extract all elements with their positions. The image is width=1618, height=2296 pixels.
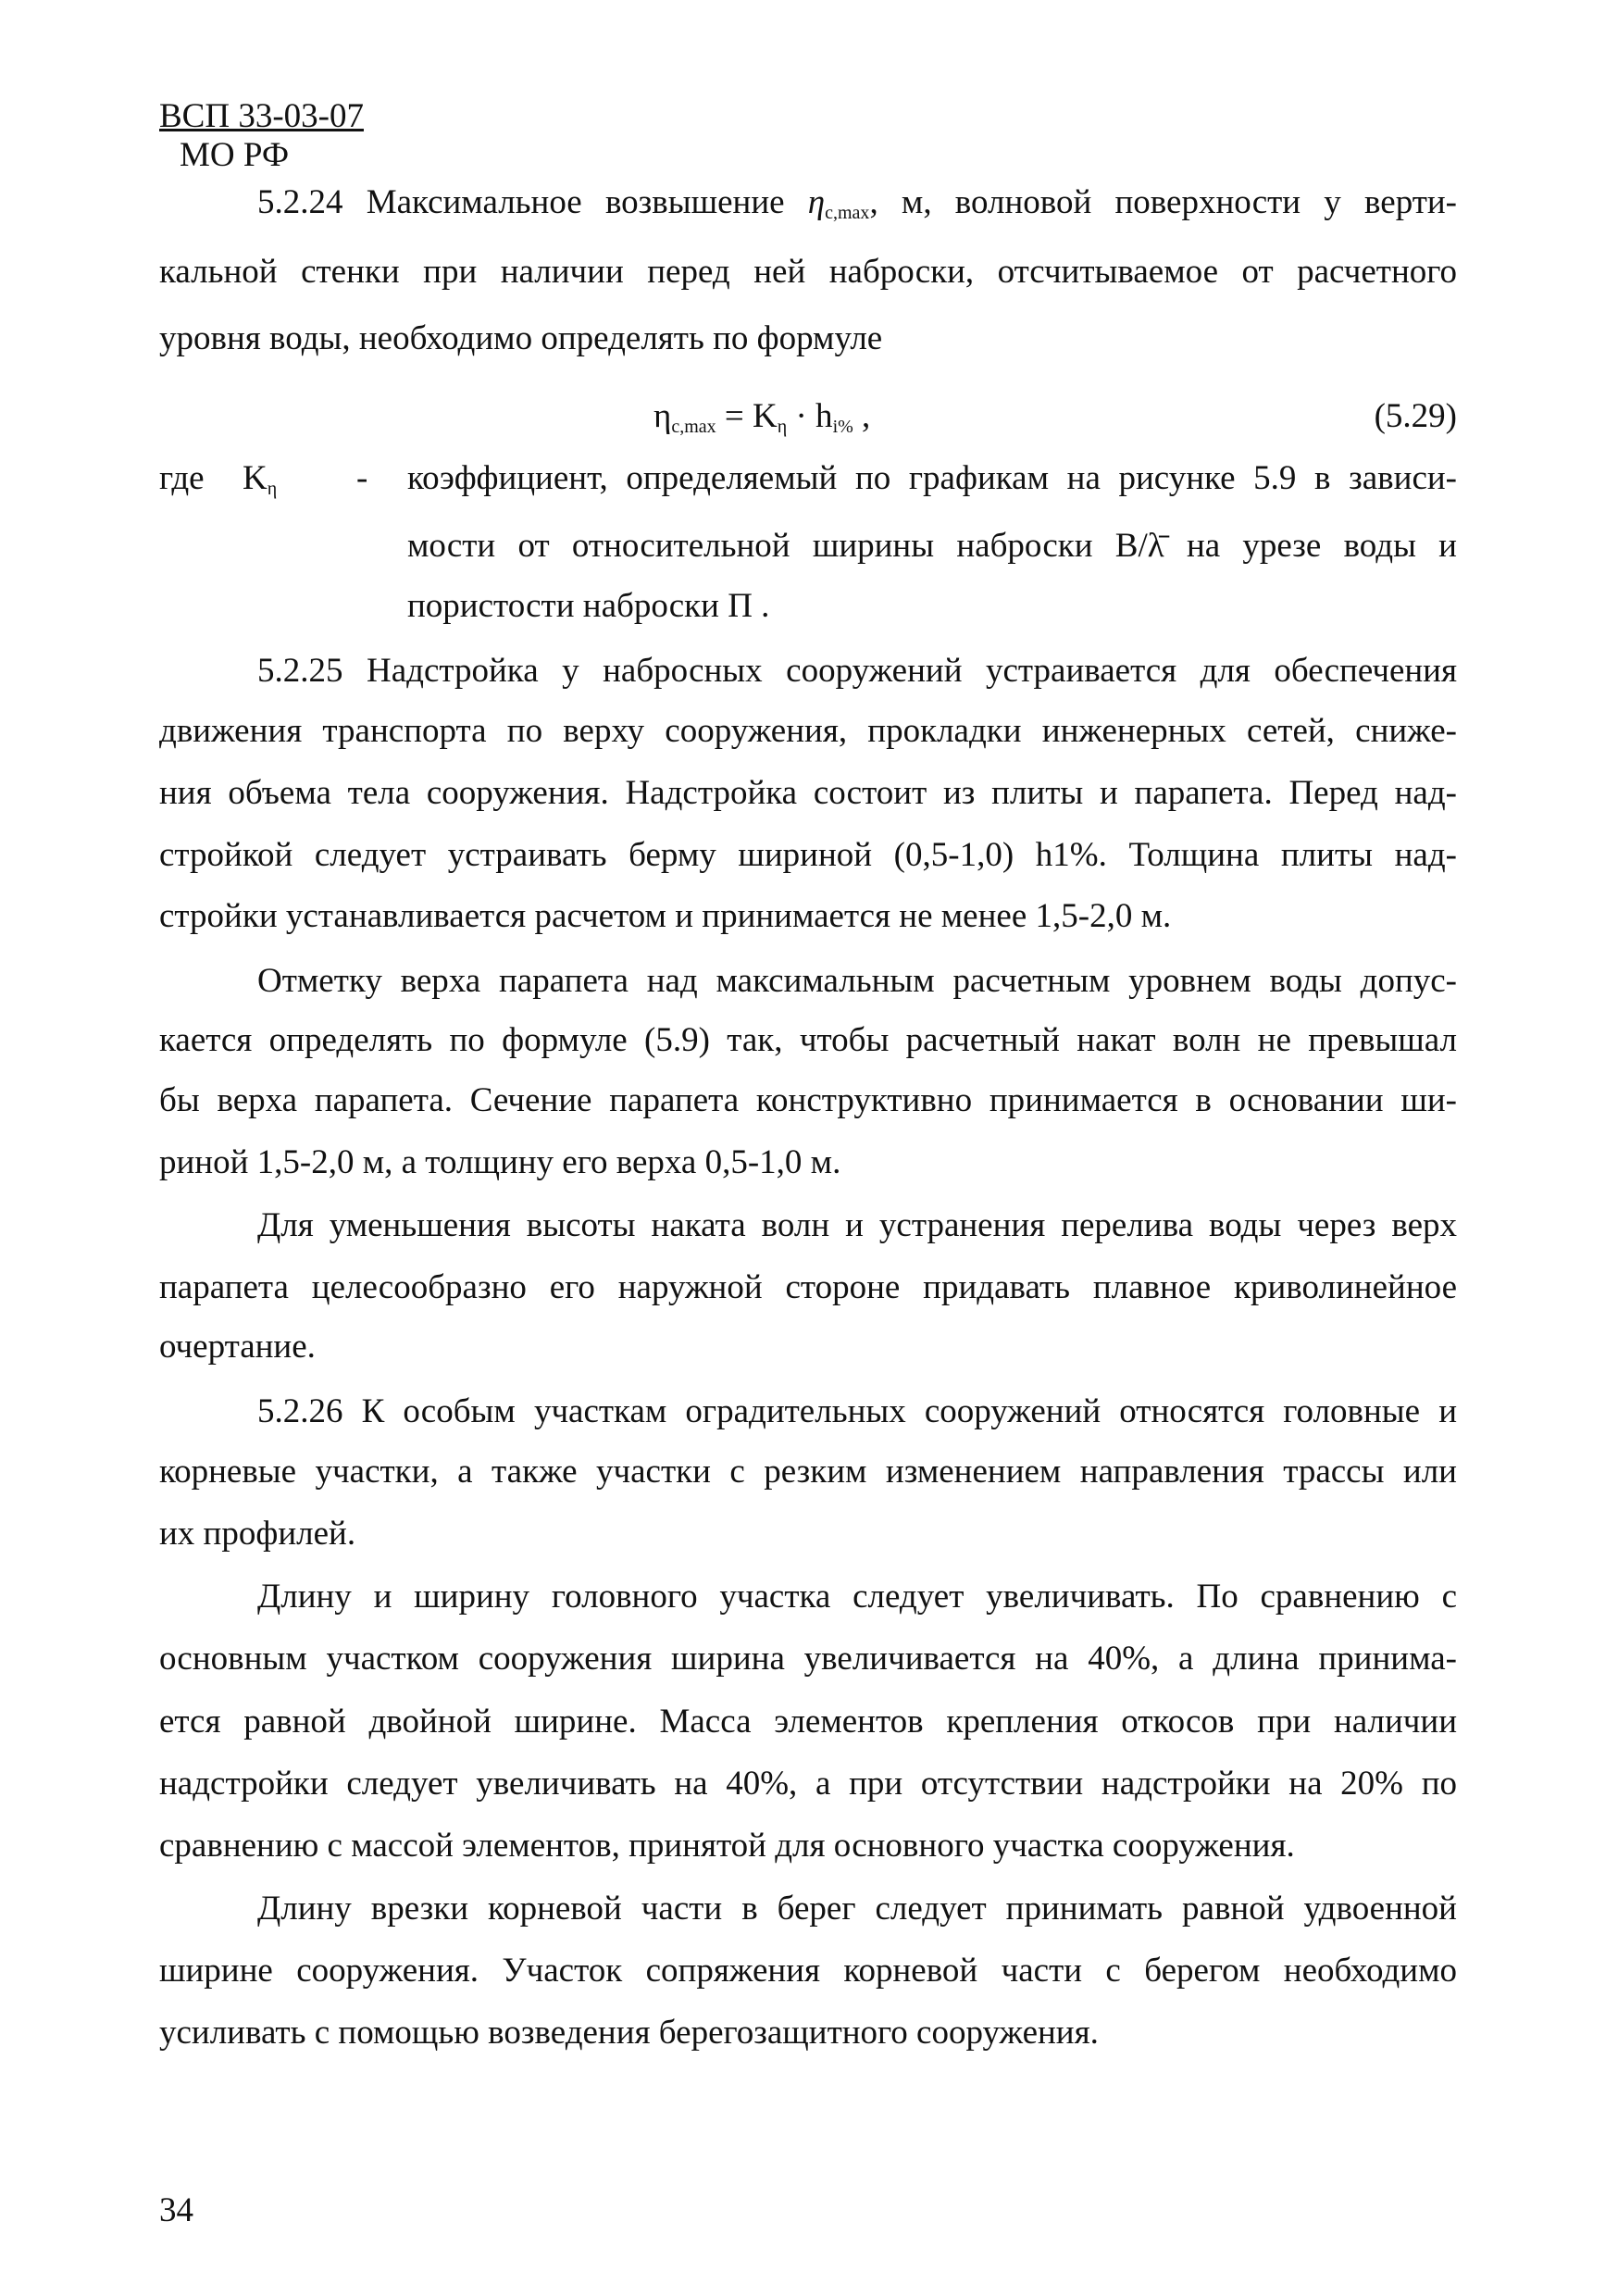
where-line3: пористости наброски П . <box>407 587 770 625</box>
paragraph-line: Длину и ширину головного участка следует увеличивать. По сравнению с <box>257 1578 1457 1616</box>
paragraph-line: Длину врезки корневой части в берег следует принимать равной удвоенной <box>257 1890 1457 1928</box>
paragraph-line: стройкой следует устраивать берму шириной (0,5-1,0) h1%. Толщина плиты над- <box>159 836 1457 874</box>
paragraph-line: движения транспорта по верху сооружения, прокладки инженерных сетей, сниже- <box>159 712 1457 750</box>
formula-5-29: $\eta_{c,max} = K_\eta \cdot h_{i\%}$ , <box>653 397 871 437</box>
paragraph-line: бы верха парапета. Сечение парапета конструктивно принимается в основании ши- <box>159 1081 1457 1119</box>
p1-line1: 5.2.24 Максимальное возвышение $\eta_{c,max}$, м, волновой поверхности у верти- <box>257 183 1457 223</box>
page-number: 34 <box>159 2191 193 2229</box>
paragraph-line: ется равной двойной ширине. Масса элементов крепления откосов при наличии <box>159 1703 1457 1741</box>
paragraph-line: 5.2.26 К особым участкам оградительных сооружений относятся головные и <box>257 1392 1457 1430</box>
p1-line3: уровня воды, необходимо определять по формуле <box>159 319 883 357</box>
paragraph-line: 5.2.25 Надстройка у набросных сооружений устраивается для обеспечения <box>257 652 1457 690</box>
paragraph-line: ширине сооружения. Участок сопряжения корневой части с берегом необходимо <box>159 1952 1457 1990</box>
paragraph-line: Для уменьшения высоты наката волн и устранения перелива воды через верх <box>257 1206 1457 1244</box>
paragraph-line: усиливать с помощью возведения берегозащитного сооружения. <box>159 2014 1099 2052</box>
paragraph-line: парапета целесообразно его наружной стороне придавать плавное криволинейное <box>159 1268 1457 1306</box>
paragraph-line: сравнению с массой элементов, принятой для основного участка сооружения. <box>159 1827 1295 1865</box>
paragraph-line: надстройки следует увеличивать на 40%, а при отсутствии надстройки на 20% по <box>159 1765 1457 1803</box>
paragraph-line: корневые участки, а также участки с резким изменением направления трассы или <box>159 1453 1457 1491</box>
paragraph-line: очертание. <box>159 1328 316 1366</box>
where-word: где <box>159 459 205 497</box>
organization: МО РФ <box>180 136 290 174</box>
paragraph-line: кается определять по формуле (5.9) так, чтобы расчетный накат волн не превышал <box>159 1021 1457 1059</box>
equation-number: (5.29) <box>1374 397 1457 435</box>
where-symbol: $K_\eta$ <box>243 459 278 499</box>
paragraph-line: Отметку верха парапета над максимальным расчетным уровнем воды допус- <box>257 962 1457 1000</box>
paragraph-line: их профилей. <box>159 1515 356 1553</box>
where-line2: мости от относительной ширины наброски B/λ̄ на урезе воды и <box>407 527 1457 565</box>
paragraph-line: риной 1,5-2,0 м, а толщину его верха 0,5-1,0 м. <box>159 1143 841 1181</box>
where-dash: - <box>356 459 368 497</box>
p1-line2: кальной стенки при наличии перед ней наброски, отсчитываемое от расчетного <box>159 253 1457 291</box>
where-line1: коэффициент, определяемый по графикам на рисунке 5.9 в зависи- <box>407 459 1457 497</box>
document-code: ВСП 33-03-07 <box>159 97 364 135</box>
paragraph-line: стройки устанавливается расчетом и принимается не менее 1,5-2,0 м. <box>159 897 1172 935</box>
paragraph-line: ния объема тела сооружения. Надстройка состоит из плиты и парапета. Перед над- <box>159 774 1457 812</box>
paragraph-line: основным участком сооружения ширина увеличивается на 40%, а длина принима- <box>159 1640 1457 1678</box>
